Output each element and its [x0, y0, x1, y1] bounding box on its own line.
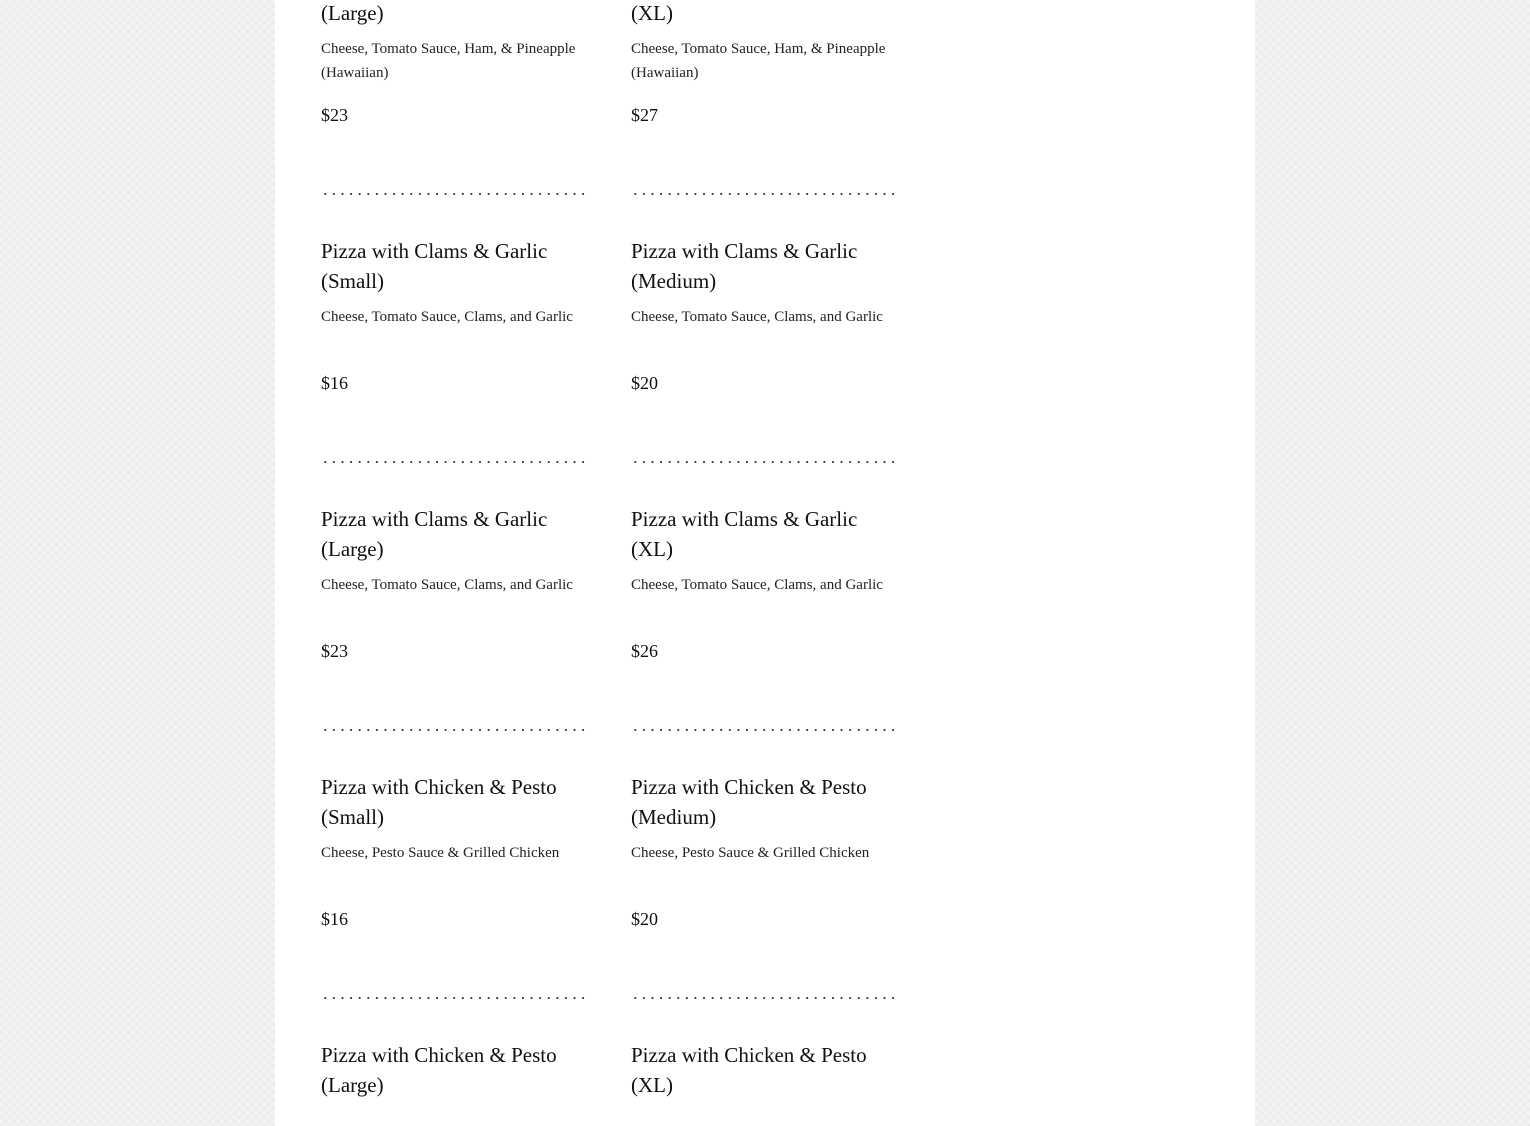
item-description: Cheese, Pesto Sauce & Grilled Chicken — [321, 845, 560, 861]
menu-item — [631, 1040, 899, 1126]
item-price: $20 — [631, 909, 658, 929]
dotted-divider — [631, 994, 899, 1002]
item-name[interactable]: Pizza with Clams & Garlic (Medium) — [631, 239, 858, 293]
item-price: $23 — [321, 641, 348, 661]
item-price: $27 — [631, 105, 658, 125]
item-price: $16 — [321, 373, 348, 393]
item-name[interactable]: (XL) — [631, 1, 673, 25]
menu-item — [321, 0, 589, 236]
dotted-divider — [321, 726, 589, 734]
dotted-divider — [321, 458, 589, 466]
item-description: Cheese, Tomato Sauce, Clams, and Garlic — [321, 577, 573, 593]
item-name[interactable]: Pizza with Chicken & Pesto (Large) — [321, 1043, 557, 1097]
item-name[interactable]: Pizza with Clams & Garlic (Small) — [321, 239, 548, 293]
item-price: $26 — [631, 641, 658, 661]
dotted-divider — [631, 726, 899, 734]
item-name[interactable]: (Large) — [321, 1, 384, 25]
item-name[interactable]: Pizza with Clams & Garlic (XL) — [631, 507, 858, 561]
item-description: Cheese, Pesto Sauce & Grilled Chicken — [631, 845, 870, 861]
menu-item — [631, 772, 899, 1040]
item-name[interactable]: Pizza with Chicken & Pesto (Medium) — [631, 775, 867, 829]
menu-row — [321, 772, 901, 1040]
menu-item — [321, 236, 589, 504]
item-name[interactable]: Pizza with Chicken & Pesto (Small) — [321, 775, 557, 829]
item-description: Cheese, Tomato Sauce, Ham, & Pineapple (Hawaiian) — [321, 41, 576, 81]
item-name[interactable]: Pizza with Clams & Garlic (Large) — [321, 507, 548, 561]
item-price: $23 — [321, 105, 348, 125]
menu-item — [631, 236, 899, 504]
dotted-divider — [321, 190, 589, 198]
dotted-divider — [321, 994, 589, 1002]
dotted-divider — [631, 458, 899, 466]
item-description: Cheese, Tomato Sauce, Ham, & Pineapple (Hawaiian) — [631, 41, 886, 81]
menu-row — [321, 1040, 901, 1126]
menu-grid — [321, 0, 901, 1126]
menu-page — [275, 0, 1255, 1126]
menu-item — [321, 504, 589, 772]
dotted-divider — [631, 190, 899, 198]
menu-item — [631, 0, 899, 236]
item-price: $16 — [321, 909, 348, 929]
menu-item — [631, 504, 899, 772]
item-name[interactable]: Pizza with Chicken & Pesto (XL) — [631, 1043, 867, 1097]
item-description: Cheese, Tomato Sauce, Clams, and Garlic — [631, 577, 883, 593]
menu-row — [321, 504, 901, 772]
item-description: Cheese, Tomato Sauce, Clams, and Garlic — [321, 309, 573, 325]
menu-item — [321, 772, 589, 1040]
menu-item — [321, 1040, 589, 1126]
menu-row — [321, 0, 901, 236]
item-price: $20 — [631, 373, 658, 393]
menu-row — [321, 236, 901, 504]
item-description: Cheese, Tomato Sauce, Clams, and Garlic — [631, 309, 883, 325]
